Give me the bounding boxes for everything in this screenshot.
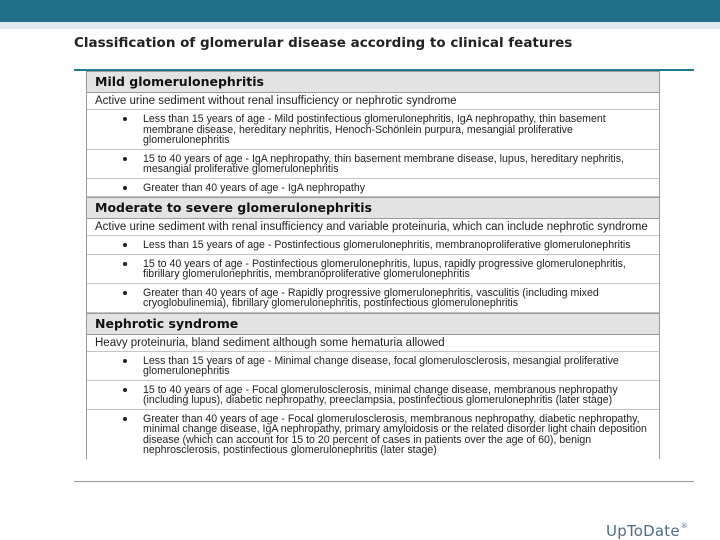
list-item-text: Greater than 40 years of age - Rapidly progressive glomerulonephritis, vasculitis (including mixed cryoglobulinemia), fibrillary glomerulonephritis, postinfectious glomerulonephritis: [143, 286, 599, 309]
list-item-text: Less than 15 years of age - Postinfectious glomerulonephritis, membranoproliferative glomerulonephritis: [143, 239, 631, 251]
top-banner-shadow: [0, 22, 720, 29]
section-heading-moderate-severe: Moderate to severe glomerulonephritis: [87, 197, 659, 219]
section-heading-nephrotic: Nephrotic syndrome: [87, 313, 659, 335]
list-item: [87, 236, 659, 255]
list-item: [87, 179, 659, 198]
list-item-text: Greater than 40 years of age - Focal glomerulosclerosis, membranous nephropathy, diabetic nephropathy, minimal change disease, IgA nephropathy, primary amyloidosis or the related disorder light chain deposition disease (which can account for 15 to 20 percent of cases in patients over the age of 60), benign nephrosclerosis, postinfectious glomerulonephritis (later stage): [143, 412, 647, 456]
bullet-icon: [123, 388, 127, 392]
list-item-text: Greater than 40 years of age - IgA nephropathy: [143, 181, 366, 194]
bullet-icon: [123, 117, 127, 121]
logo-trademark: ®: [680, 522, 688, 530]
top-banner-bar: [0, 0, 720, 22]
document-header: [74, 36, 694, 51]
section-description-mild: Active urine sediment without renal insufficiency or nephrotic syndrome: [87, 93, 659, 110]
list-item: [87, 150, 659, 179]
bullet-icon: [123, 186, 127, 190]
list-item: [87, 352, 659, 381]
list-item-text: Less than 15 years of age - Minimal change disease, focal glomerulosclerosis, mesangial proliferative glomerulonephritis: [143, 354, 619, 377]
section-description-nephrotic: Heavy proteinuria, bland sediment although some hematuria allowed: [87, 335, 659, 352]
list-item-text: Less than 15 years of age - Mild postinfectious glomerulonephritis, IgA nephropathy, thin basement membrane disease, hereditary nephritis, Henoch-Schönlein purpura, mesangial proliferative glomerulonephritis: [143, 113, 606, 146]
list-item: [87, 410, 659, 459]
list-item-text: 15 to 40 years of age - IgA nephropathy, thin basement membrane disease, lupus, hereditary nephritis, mesangial proliferative glomerulonephritis: [143, 152, 624, 175]
table-bottom-rule: [74, 481, 694, 482]
bullet-icon: [123, 262, 127, 266]
list-item: [87, 381, 659, 410]
bullet-icon: [123, 157, 127, 161]
bullet-icon: [123, 417, 127, 421]
section-heading-mild: Mild glomerulonephritis: [87, 71, 659, 93]
section-description-moderate-severe: Active urine sediment with renal insufficiency and variable proteinuria, which can include nephrotic syndrome: [87, 219, 659, 236]
document-title: Classification of glomerular disease according to clinical features: [74, 35, 573, 51]
bullet-icon: [123, 359, 127, 363]
classification-table: [86, 71, 660, 459]
list-item: [87, 110, 659, 150]
bullet-icon: [123, 291, 127, 295]
list-item-text: 15 to 40 years of age - Postinfectious glomerulonephritis, lupus, rapidly progressive glomerulonephritis, fibrillary glomerulonephritis, membranoproliferative glomerulonephritis: [143, 257, 626, 280]
list-item: [87, 255, 659, 284]
list-item: [87, 284, 659, 313]
bullet-icon: [123, 243, 127, 247]
logo-text: UpToDate: [606, 522, 680, 540]
list-item-text: 15 to 40 years of age - Focal glomerulosclerosis, minimal change disease, membranous nephropathy (including lupus), diabetic nephropathy, preeclampsia, postinfectious glomerulonephritis (later stage): [143, 383, 618, 406]
uptodate-logo: [606, 522, 688, 540]
